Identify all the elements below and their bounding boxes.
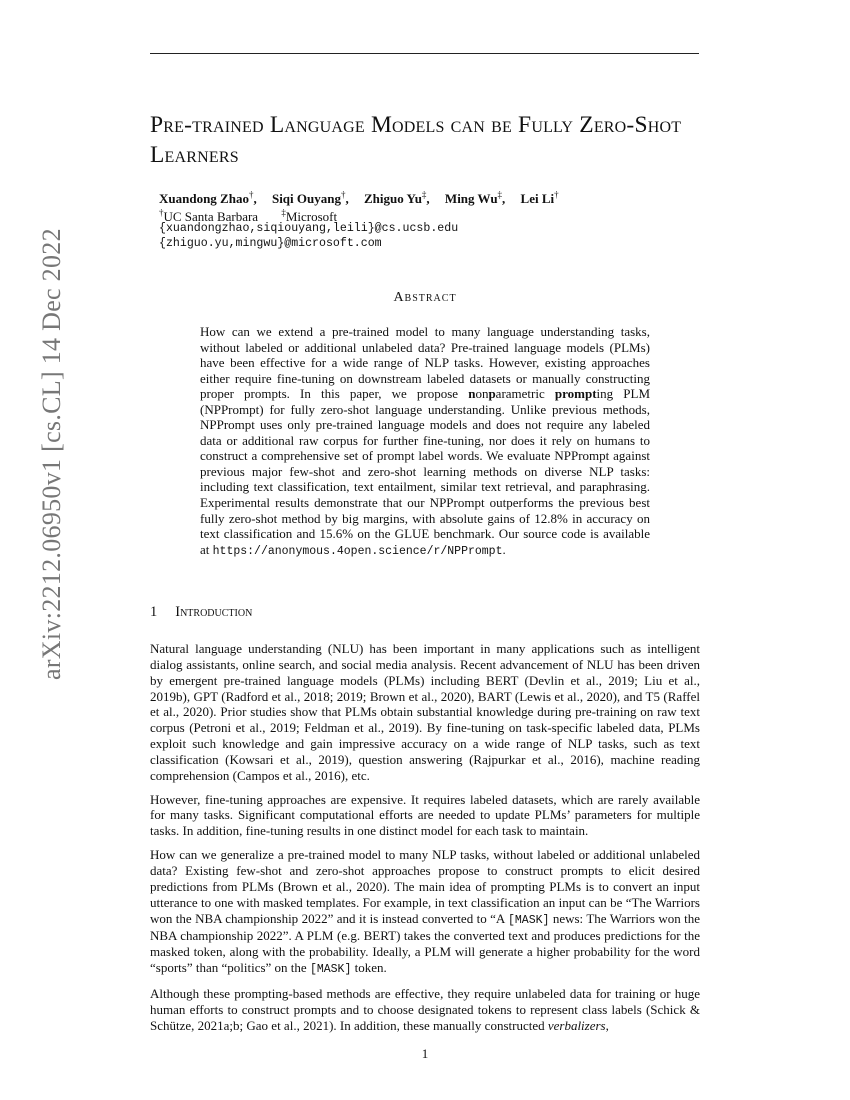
email-line[interactable]: {zhiguo.yu,mingwu}@microsoft.com [159, 237, 382, 250]
author: Ming Wu‡, [444, 190, 506, 207]
author: Zhiguo Yu‡, [363, 190, 430, 207]
source-code-link[interactable]: https://anonymous.4open.science/r/NPPrompt [212, 544, 503, 558]
paragraph: Natural language understanding (NLU) has been important in many applications such as intelligent dialog assistants, online search, and social media analysis. Recent advancement of NLU has been driven by emergent pre-trained language models (PLMs) including BERT (Devlin et al., 2019; Liu et al., 2019b), GPT (Radford et al., 2018; 2019; Brown et al., 2020), BART (Lewis et al., 2020), and T5 (Raffel et al., 2020). Prior studies show that PLMs obtain substantial knowledge during pre-training on raw text corpus (Petroni et al., 2019; Feldman et al., 2019). By fine-tuning on task-specific labeled data, PLMs exploit such knowledge and gain impressive accuracy on a wide range of NLP tasks, such as text classification (Kowsari et al., 2019), question answering (Rajpurkar et al., 2016), machine reading comprehension (Campos et al., 2016), etc. [150, 641, 700, 783]
section-number: 1 [150, 604, 158, 620]
abstract-text: How can we extend a pre-trained model to many language understanding tasks, without labeled or additional unlabeled data? Pre-trained language models (PLMs) have been effective for a wide range of NLP tasks. However, existing approaches either require fine-tuning on downstream labeled datasets or manually constructing proper prompts. In this paper, we propose nonparametric prompting PLM (NPPrompt) for fully zero-shot language understanding. Unlike previous methods, NPPrompt uses only pre-trained language models and does not require any labeled data or additional raw corpus for further fine-tuning, nor does it rely on humans to construct a comprehensive set of prompt label words. We evaluate NPPrompt against previous major few-shot and zero-shot learning methods on diverse NLP tasks: including text classification, text entailment, similar text retrieval, and paraphrasing. Experimental results demonstrate that our NPPrompt outperforms the previous best fully zero-shot method by big margins, with absolute gains of 12.8% in accuracy on text classification and 15.6% on the GLUE benchmark. Our source code is available at https://anonymous.4open.science/r/NPPrompt. [200, 324, 650, 558]
author: Lei Li† [520, 190, 559, 207]
abstract-heading: Abstract [393, 290, 457, 305]
section-title: Introduction [175, 604, 253, 620]
paragraph: Although these prompting-based methods are effective, they require unlabeled data for training or huge human efforts to construct prompts and to choose designated tokens to represent class labels (Schick & Schütze, 2021a;b; Gao et al., 2021). In addition, these manually constructed verbalizers, [150, 985, 700, 1033]
section-heading [150, 604, 252, 621]
email-line[interactable]: {xuandongzhao,siqiouyang,leili}@cs.ucsb.edu [159, 222, 459, 235]
paper-title: Pre-trained Language Models can be Fully Zero-Shot Learners [150, 112, 682, 168]
page-number: 1 [421, 1046, 429, 1061]
mask-token: [MASK] [508, 913, 550, 927]
mask-token: [MASK] [309, 963, 352, 977]
author: Xuandong Zhao†, [159, 190, 257, 207]
arxiv-identifier[interactable]: arXiv:2212.06950v1 [cs.CL] 14 Dec 2022 [37, 228, 66, 680]
affiliation: †UC Santa Barbara [159, 208, 259, 225]
paragraph: How can we generalize a pre-trained model to many NLP tasks, without labeled or additional unlabeled data? Existing few-shot and zero-shot approaches propose to construct prompts to elicit desired predictions from PLMs (Brown et al., 2020). The main idea of prompting PLMs is to convert an input utterance to one with masked templates. For example, in text classification an input can be “The Warriors won the NBA championship 2022” and it is instead converted to “A [MASK] news: The Warriors won the NBA championship 2022”. A PLM (e.g. BERT) takes the converted text and produces predictions for the masked token, along with the probability. Ideally, a PLM will generate a higher probability for the word “sports” than “politics” on the [MASK] token. [150, 847, 701, 977]
affiliation: ‡Microsoft [281, 208, 338, 225]
top-rule [150, 53, 699, 54]
author: Siqi Ouyang†, [271, 190, 349, 207]
paragraph: However, fine-tuning approaches are expensive. It requires labeled datasets, which are rarely available for many tasks. Significant computational efforts are needed to update PLMs’ parameters for multiple tasks. In addition, fine-tuning results in one distinct model for each task to maintain. [150, 791, 700, 839]
intro-body [150, 641, 700, 1041]
